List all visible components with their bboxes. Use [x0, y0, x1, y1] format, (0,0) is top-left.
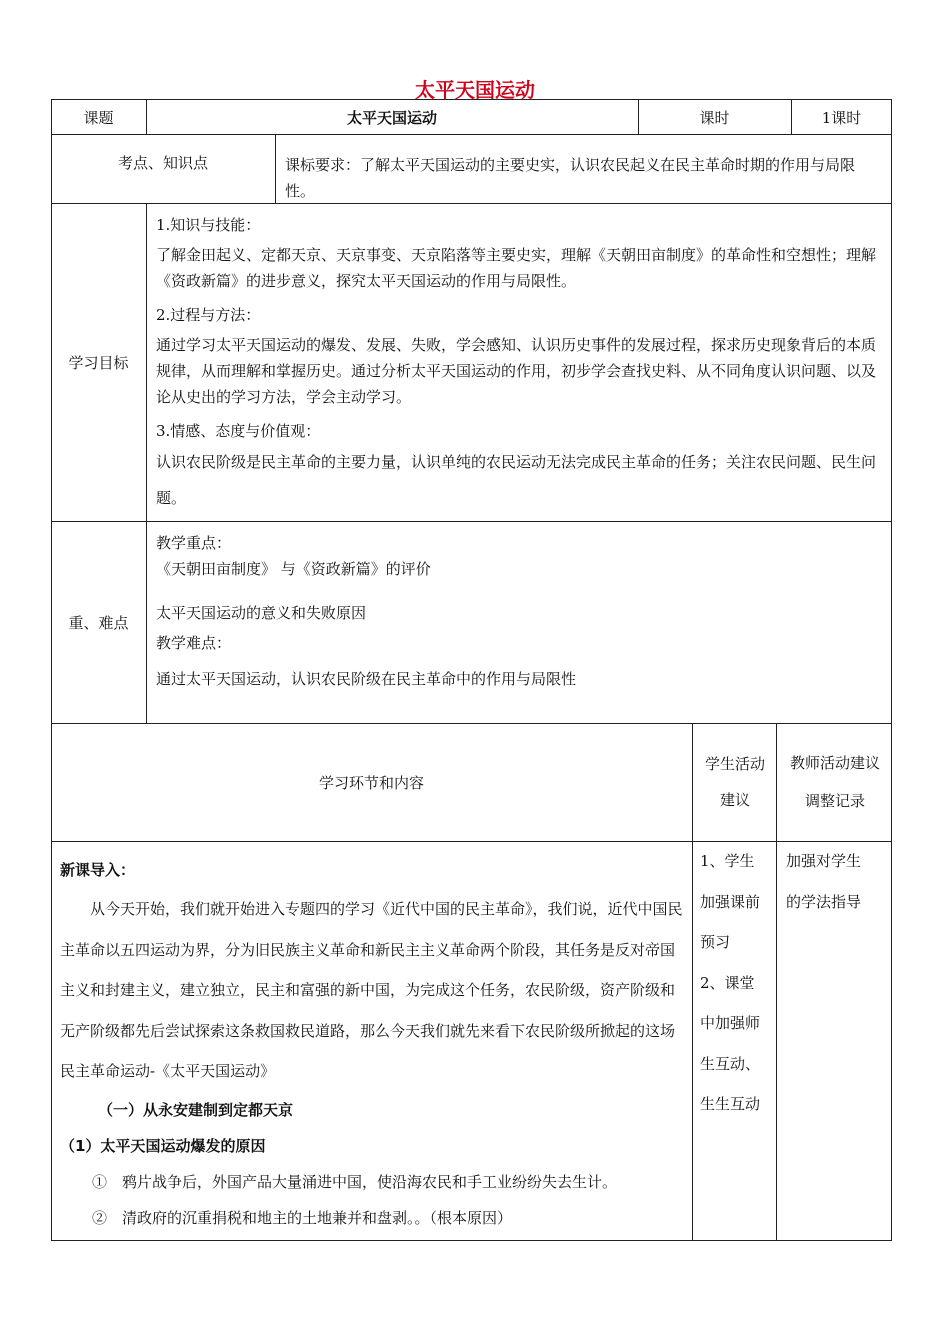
content-header: 学习环节和内容: [318, 773, 424, 792]
key-focus-item-1: 《天朝田亩制度》 与《资政新篇》的评价: [156, 560, 431, 578]
intro-text: 从今天开始，我们就开始进入专题四的学习《近代中国的民主革命》，我们说，近代中国民主革命以五四运动为界，分为旧民族主义革命和新民主主义革命两个阶段，其任务是反对帝国主义和封建主义，建立独立，民主和富强的新中国，为完成这个任务，农民阶级，资产阶级和无产阶级都先后尝试探索这条救国救民道路，那么今天我们就先来看下农民阶级所掀起的这场民主革命运动-《太平天国运动》: [60, 900, 683, 1080]
key-difficulty-heading: 教学难点：: [156, 634, 232, 652]
points-label: 考点、知识点: [117, 154, 208, 172]
student-note-line: 2、课堂: [700, 973, 755, 992]
key-focus-heading: 教学重点：: [156, 534, 232, 552]
points-text: 课标要求：了解太平天国运动的主要史实，认识农民起义在民主革命时期的作用与局限性。: [285, 156, 856, 200]
student-note-line: 加强课前: [700, 892, 761, 911]
teacher-note-line: 加强对学生: [786, 852, 862, 870]
lesson-content: [60, 855, 686, 1236]
teacher-activity-notes: [786, 841, 890, 922]
goals-text-values: 认识农民阶级是民主革命的主要力量，认识单纯的农民运动无法完成民主革命的任务；关注农民问题、民生问题。: [156, 453, 877, 507]
teacher-note-line: 的学法指导: [786, 892, 862, 911]
hours-value: 1课时: [821, 108, 862, 127]
student-note-line: 1、学生: [700, 852, 755, 870]
goals-heading-values: 3.情感、态度与价值观：: [156, 422, 321, 440]
hours-label: 课时: [699, 108, 730, 127]
goals-heading-process: 2.过程与方法：: [156, 306, 261, 324]
cause-item-2: ② 清政府的沉重捐税和地主的土地兼并和盘剥。。（根本原因）: [92, 1208, 513, 1227]
topic-value: 太平天国运动: [346, 108, 437, 127]
student-note-line: 生互动、: [700, 1054, 761, 1073]
student-activity-notes: [700, 841, 774, 1125]
intro-heading: 新课导入：: [60, 861, 136, 879]
topic-label: 课题: [83, 108, 114, 127]
goals-text-knowledge: 了解金田起义、定都天京、天京事变、天京陷落等主要史实，理解《天朝田亩制度》的革命性和空想性；理解《资政新篇》的进步意义，探究太平天国运动的作用与局限性。: [156, 246, 877, 290]
student-note-line: 中加强师: [700, 1014, 761, 1032]
key-points-content: [156, 530, 886, 692]
student-note-line: 生生互动: [700, 1095, 761, 1113]
goals-text-process: 通过学习太平天国运动的爆发、发展、失败，学会感知、认识历史事件的发展过程，探求历史现象背后的本质规律，从而理解和掌握历史。通过分析太平天国运动的作用，初步学会查找史料、从不同角度认识问题、以及论从史出的学习方法，学会主动学习。: [156, 336, 877, 406]
cause-item-1: ① 鸦片战争后，外国产品大量涌进中国，使沿海农民和手工业纷纷失去生计。: [92, 1172, 618, 1191]
section-heading-1: （一）从永安建制到定都天京: [98, 1100, 294, 1119]
key-difficulty-item: 通过太平天国运动，认识农民阶级在民主革命中的作用与局限性: [156, 670, 577, 688]
teacher-activity-header: 教师活动建议调整记录: [789, 754, 880, 810]
goals-heading-knowledge: 1.知识与技能：: [156, 216, 261, 234]
subsection-heading-1: （1）太平天国运动爆发的原因: [60, 1136, 266, 1155]
student-note-line: 预习: [700, 933, 731, 951]
goals-label: 学习目标: [68, 353, 129, 372]
goals-content: [156, 212, 886, 516]
key-focus-item-2: 太平天国运动的意义和失败原因: [156, 604, 367, 622]
student-activity-header: 学生活动建议: [705, 755, 766, 809]
document-title: 太平天国运动: [415, 78, 535, 102]
key-points-label: 重、难点: [68, 613, 129, 632]
